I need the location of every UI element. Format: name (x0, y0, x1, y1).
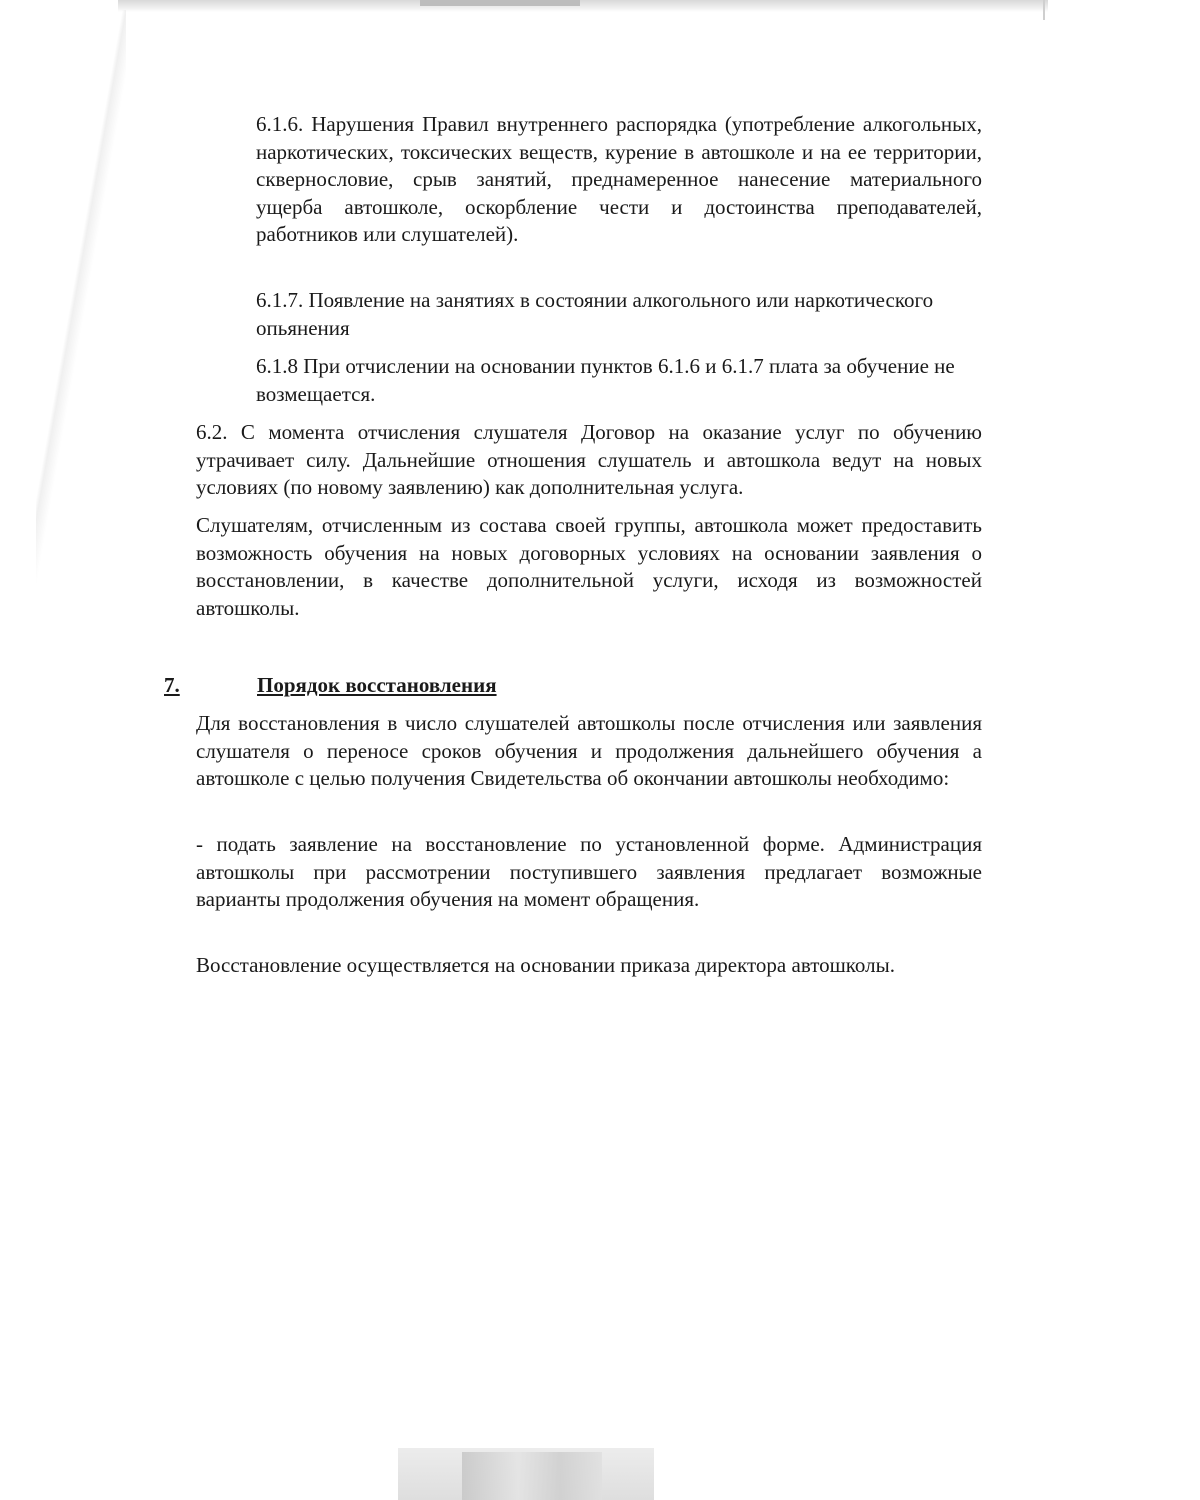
clause-6-1-7: 6.1.7. Появление на занятиях в состоянии алкогольного или наркотического опьянения (256, 288, 934, 340)
listeners-paragraph: Слушателям, отчисленным из состава своей группы, автошкола может предоставить возможность обучения на новых договорных условиях на основании заявления о восстановлении, в качестве дополнительной услуги, исходя из возможностей автошколы. (196, 513, 982, 620)
section-number: 7. (164, 673, 180, 697)
clause-6-2: 6.2. С момента отчисления слушателя Договор на оказание услуг по обучению утрачивает силу. Дальнейшие отношения слушатель и автошкола ведут на новых условиях (по новому заявлению) как дополнительная услуга. (196, 420, 982, 500)
restore-intro-paragraph: Для восстановления в число слушателей автошколы после отчисления или заявления слушателя о переносе сроков обучения и продолжения дальнейшего обучения а автошколе с целью получения Свидетельства об окончании автошколы необходимо: (196, 711, 982, 791)
clause-6-1-6: 6.1.6. Нарушения Правил внутреннего распорядка (употребление алкогольных, наркотических, токсических веществ, курение в автошколе и на ее территории, сквернословие, срыв занятий, преднамеренное нанесение материального ущерба автошколе, оскорбление чести и достоинства преподавателей, работников или слушателей). (256, 112, 982, 247)
scan-fold-left (36, 10, 126, 610)
scan-edge-right (1043, 0, 1045, 20)
scan-shadow-top (420, 0, 580, 6)
scan-edge-top (118, 0, 1048, 12)
restore-step-paragraph: - подать заявление на восстановление по установленной форме. Администрация автошколы при рассмотрении поступившего заявления предлагает возможные варианты продолжения обучения на момент обращения. (196, 832, 982, 912)
section-title: Порядок восстановления (257, 673, 497, 697)
clause-6-1-8: 6.1.8 При отчислении на основании пунктов 6.1.6 и 6.1.7 плата за обучение не возмещается. (256, 354, 955, 406)
scan-artifact-bottom-inner (462, 1452, 602, 1500)
restore-order-paragraph: Восстановление осуществляется на основании приказа директора автошколы. (196, 953, 895, 977)
